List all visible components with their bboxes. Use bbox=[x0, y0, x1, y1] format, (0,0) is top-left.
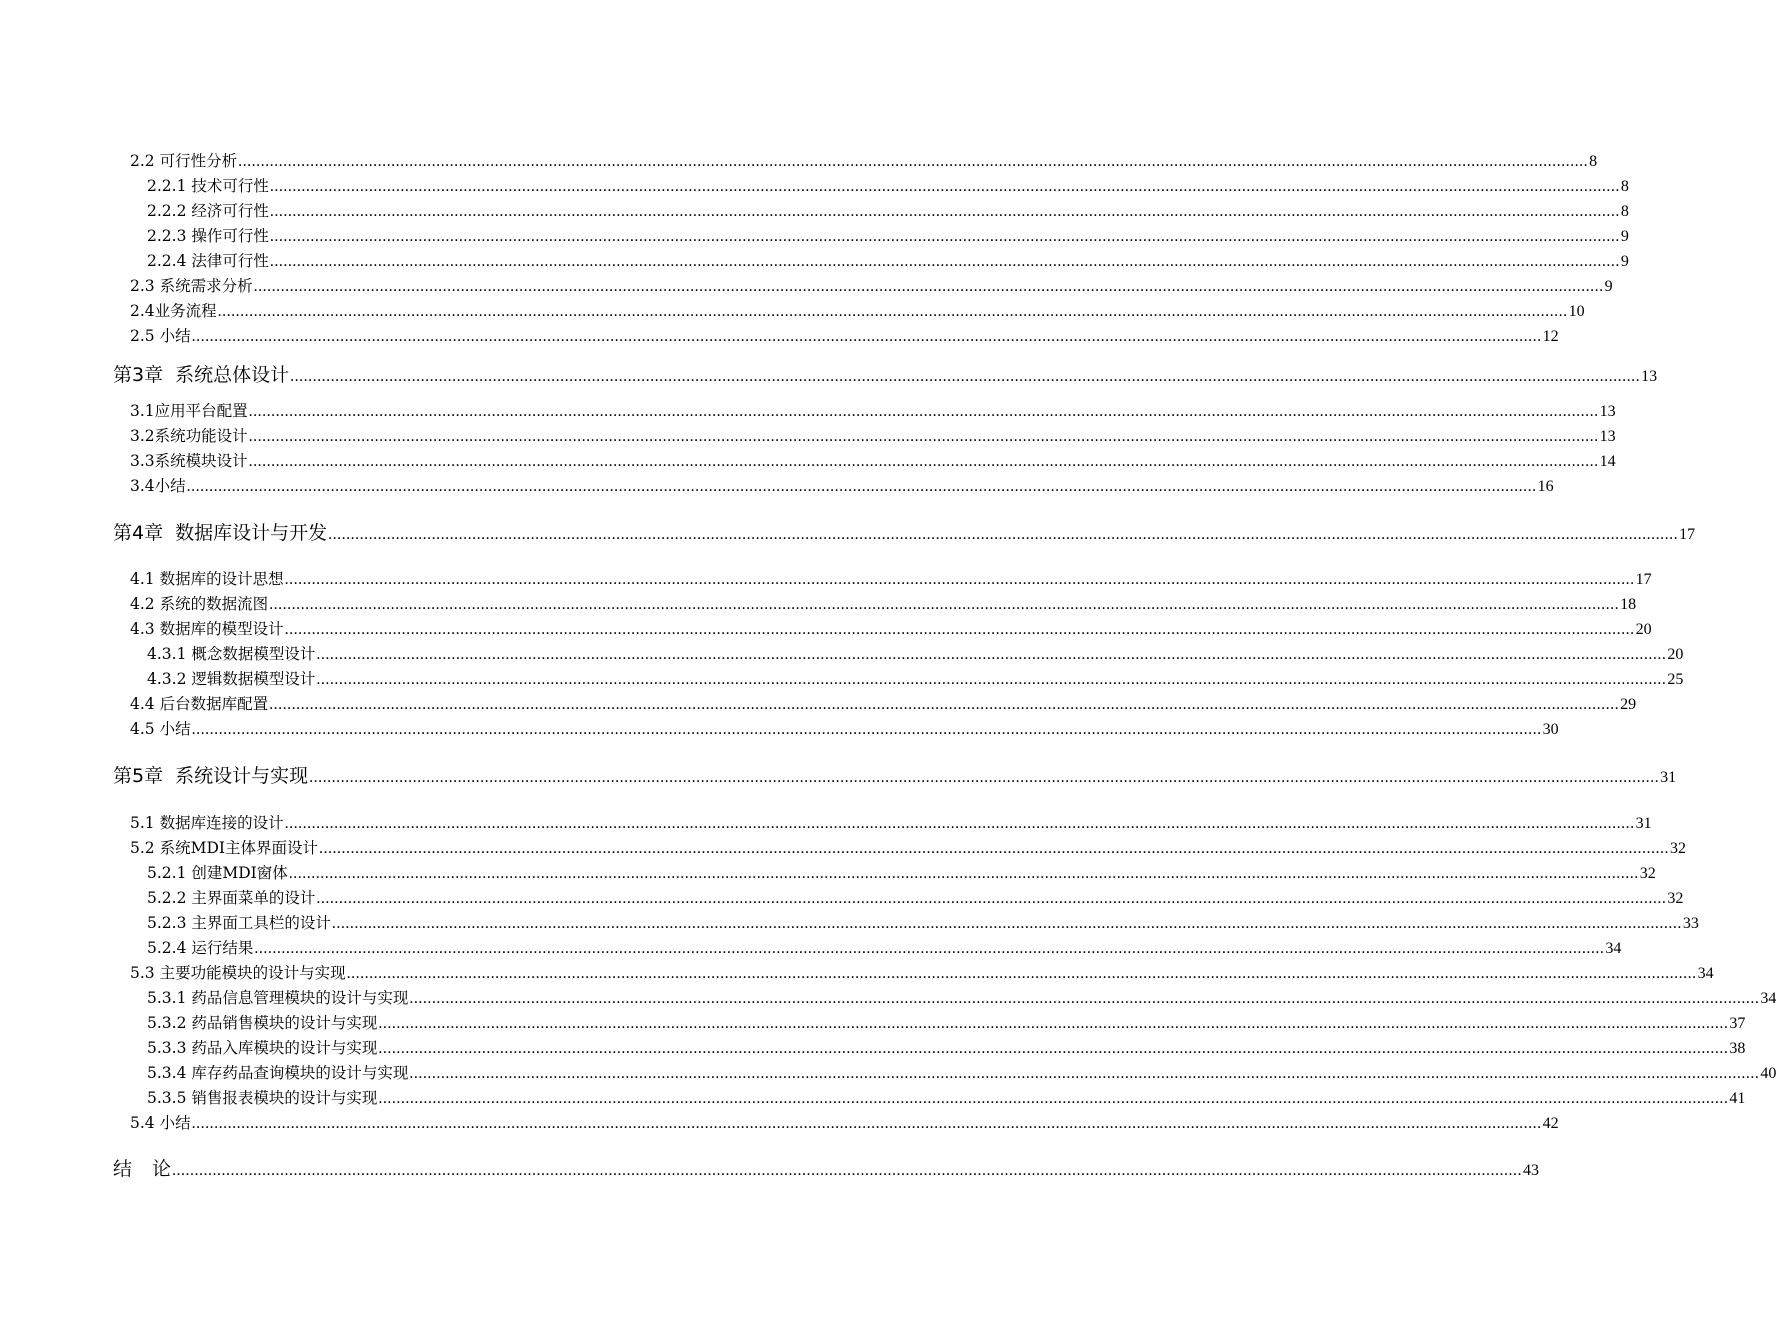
toc-entry-page: 31 bbox=[1635, 815, 1652, 832]
toc-entry-page: 32 bbox=[1670, 840, 1686, 857]
toc-entry[interactable] bbox=[130, 618, 1652, 640]
toc-entry-page: 8 bbox=[1589, 153, 1598, 170]
toc-entry-page: 32 bbox=[1667, 890, 1684, 907]
toc-entry[interactable] bbox=[130, 593, 1637, 615]
toc-entry-page: 33 bbox=[1682, 915, 1699, 932]
toc-entry[interactable] bbox=[130, 568, 1652, 590]
toc-entry[interactable] bbox=[147, 175, 1629, 197]
dot-leader: ............................................................................................................................................................................................................................................................................................................ bbox=[253, 278, 1604, 295]
toc-entry[interactable] bbox=[130, 718, 1559, 740]
toc-entry-page: 30 bbox=[1542, 721, 1559, 738]
toc-entry-page: 34 bbox=[1697, 965, 1714, 982]
toc-entry-page: 40 bbox=[1760, 1065, 1776, 1082]
dot-leader: ............................................................................................................................................................................................................................................................................................................ bbox=[248, 453, 1599, 470]
toc-entry[interactable] bbox=[147, 1087, 1746, 1109]
toc-entry-page: 38 bbox=[1729, 1040, 1746, 1057]
dot-leader: ............................................................................................................................................................................................................................................................................................................ bbox=[191, 1115, 1542, 1132]
toc-entry-page: 10 bbox=[1568, 303, 1585, 320]
toc-chapter-entry[interactable] bbox=[113, 1155, 1540, 1183]
dot-leader: ............................................................................................................................................................................................................................................................................................................ bbox=[269, 253, 1620, 270]
dot-leader: ............................................................................................................................................................................................................................................................................................................ bbox=[269, 596, 1620, 613]
dot-leader: ............................................................................................................................................................................................................................................................................................................ bbox=[316, 646, 1667, 663]
toc-entry[interactable] bbox=[130, 275, 1613, 297]
toc-entry-title: 2.5 小结 bbox=[130, 327, 191, 345]
toc-entry-page: 14 bbox=[1599, 453, 1616, 470]
toc-entry-page: 41 bbox=[1729, 1090, 1746, 1107]
dot-leader: ............................................................................................................................................................................................................................................................................................................ bbox=[248, 428, 1599, 445]
toc-entry-title: 5.2.1 创建MDI窗体 bbox=[147, 864, 288, 882]
toc-entry[interactable] bbox=[147, 1012, 1746, 1034]
dot-leader: ............................................................................................................................................................................................................................................................................................................ bbox=[269, 203, 1620, 220]
toc-entry-page: 20 bbox=[1667, 646, 1684, 663]
dot-leader: ............................................................................................................................................................................................................................................................................................................ bbox=[346, 965, 1697, 982]
toc-entry[interactable] bbox=[147, 1037, 1746, 1059]
dot-leader: ............................................................................................................................................................................................................................................................................................................ bbox=[191, 328, 1542, 345]
toc-entry-title: 2.2.1 技术可行性 bbox=[147, 177, 269, 195]
toc-entry[interactable] bbox=[147, 668, 1684, 690]
dot-leader: ............................................................................................................................................................................................................................................................................................................ bbox=[172, 1162, 1523, 1179]
dot-leader: ............................................................................................................................................................................................................................................................................................................ bbox=[328, 526, 1679, 543]
toc-entry-page: 20 bbox=[1635, 621, 1652, 638]
dot-leader: ............................................................................................................................................................................................................................................................................................................ bbox=[269, 696, 1620, 713]
dot-leader: ............................................................................................................................................................................................................................................................................................................ bbox=[331, 915, 1682, 932]
toc-entry-page: 13 bbox=[1599, 428, 1616, 445]
toc-entry-title: 4.5 小结 bbox=[130, 720, 191, 738]
toc-entry-title: 2.4业务流程 bbox=[130, 302, 217, 320]
toc-chapter-entry[interactable] bbox=[113, 361, 1658, 389]
toc-entry-page: 9 bbox=[1604, 278, 1613, 295]
toc-entry-title: 5.3.4 库存药品查询模块的设计与实现 bbox=[147, 1064, 409, 1082]
dot-leader: ............................................................................................................................................................................................................................................................................................................ bbox=[290, 368, 1641, 385]
toc-chapter-title: 第3章 系统总体设计 bbox=[113, 364, 290, 386]
toc-entry[interactable] bbox=[147, 887, 1684, 909]
toc-entry-title: 2.2.3 操作可行性 bbox=[147, 227, 269, 245]
toc-entry-title: 4.4 后台数据库配置 bbox=[130, 695, 269, 713]
dot-leader: ............................................................................................................................................................................................................................................................................................................ bbox=[378, 1015, 1729, 1032]
toc-entry[interactable] bbox=[130, 837, 1686, 859]
toc-entry[interactable] bbox=[130, 300, 1585, 322]
toc-entry-title: 4.1 数据库的设计思想 bbox=[130, 570, 284, 588]
toc-entry[interactable] bbox=[147, 912, 1699, 934]
dot-leader: ............................................................................................................................................................................................................................................................................................................ bbox=[409, 1065, 1760, 1082]
toc-entry-title: 3.3系统模块设计 bbox=[130, 452, 248, 470]
toc-entry-page: 13 bbox=[1641, 368, 1658, 385]
dot-leader: ............................................................................................................................................................................................................................................................................................................ bbox=[316, 890, 1667, 907]
toc-entry-page: 8 bbox=[1620, 178, 1629, 195]
toc-entry-title: 5.2.4 运行结果 bbox=[147, 939, 254, 957]
toc-chapter-title: 第5章 系统设计与实现 bbox=[113, 765, 309, 787]
toc-entry-title: 2.2.2 经济可行性 bbox=[147, 202, 269, 220]
toc-entry-page: 8 bbox=[1620, 203, 1629, 220]
toc-entry-page: 43 bbox=[1523, 1162, 1540, 1179]
toc-entry-page: 18 bbox=[1620, 596, 1637, 613]
toc-entry-title: 5.4 小结 bbox=[130, 1114, 191, 1132]
toc-entry-title: 3.2系统功能设计 bbox=[130, 427, 248, 445]
toc-entry-title: 2.3 系统需求分析 bbox=[130, 277, 253, 295]
toc-entry[interactable] bbox=[130, 425, 1616, 447]
toc-entry-title: 5.2.3 主界面工具栏的设计 bbox=[147, 914, 331, 932]
toc-entry[interactable] bbox=[147, 937, 1622, 959]
toc-entry[interactable] bbox=[130, 475, 1554, 497]
toc-entry-title: 5.2 系统MDI主体界面设计 bbox=[130, 839, 318, 857]
toc-entry[interactable] bbox=[147, 987, 1776, 1009]
dot-leader: ............................................................................................................................................................................................................................................................................................................ bbox=[378, 1040, 1729, 1057]
toc-entry-title: 5.3.5 销售报表模块的设计与实现 bbox=[147, 1089, 378, 1107]
toc-entry[interactable] bbox=[130, 1112, 1559, 1134]
toc-entry-title: 5.3.1 药品信息管理模块的设计与实现 bbox=[147, 989, 409, 1007]
toc-entry-page: 12 bbox=[1542, 328, 1559, 345]
dot-leader: ............................................................................................................................................................................................................................................................................................................ bbox=[319, 840, 1669, 857]
toc-entry-title: 4.3.2 逻辑数据模型设计 bbox=[147, 670, 316, 688]
toc-entry-title: 5.1 数据库连接的设计 bbox=[130, 814, 284, 832]
toc-entry[interactable] bbox=[130, 962, 1714, 984]
toc-entry-page: 32 bbox=[1639, 865, 1656, 882]
toc-entry-title: 4.3 数据库的模型设计 bbox=[130, 620, 284, 638]
toc-entry-page: 17 bbox=[1635, 571, 1652, 588]
toc-entry-title: 5.2.2 主界面菜单的设计 bbox=[147, 889, 316, 907]
toc-entry[interactable] bbox=[147, 250, 1629, 272]
dot-leader: ............................................................................................................................................................................................................................................................................................................ bbox=[316, 671, 1667, 688]
toc-entry-title: 2.2 可行性分析 bbox=[130, 152, 238, 170]
dot-leader: ............................................................................................................................................................................................................................................................................................................ bbox=[269, 228, 1620, 245]
toc-entry-title: 5.3 主要功能模块的设计与实现 bbox=[130, 964, 346, 982]
toc-entry[interactable] bbox=[147, 225, 1629, 247]
toc-entry-page: 34 bbox=[1605, 940, 1622, 957]
dot-leader: ............................................................................................................................................................................................................................................................................................................ bbox=[409, 990, 1760, 1007]
toc-entry[interactable] bbox=[130, 693, 1637, 715]
toc-chapter-entry[interactable] bbox=[113, 762, 1677, 790]
toc-chapter-title: 结 论 bbox=[113, 1158, 172, 1180]
toc-entry-title: 5.3.3 药品入库模块的设计与实现 bbox=[147, 1039, 378, 1057]
toc-entry-page: 37 bbox=[1729, 1015, 1746, 1032]
toc-entry[interactable] bbox=[147, 1062, 1776, 1084]
dot-leader: ............................................................................................................................................................................................................................................................................................................ bbox=[254, 940, 1605, 957]
toc-chapter-title: 第4章 数据库设计与开发 bbox=[113, 522, 328, 544]
toc-entry[interactable] bbox=[130, 400, 1616, 422]
toc-entry[interactable] bbox=[147, 200, 1629, 222]
dot-leader: ............................................................................................................................................................................................................................................................................................................ bbox=[284, 571, 1635, 588]
toc-entry-page: 42 bbox=[1542, 1115, 1559, 1132]
toc-entry-page: 25 bbox=[1667, 671, 1684, 688]
toc-entry[interactable] bbox=[147, 862, 1656, 884]
dot-leader: ............................................................................................................................................................................................................................................................................................................ bbox=[191, 721, 1542, 738]
toc-entry-title: 3.4小结 bbox=[130, 477, 186, 495]
toc-entry[interactable] bbox=[130, 150, 1598, 172]
toc-entry-page: 9 bbox=[1620, 228, 1629, 245]
dot-leader: ............................................................................................................................................................................................................................................................................................................ bbox=[248, 403, 1599, 420]
dot-leader: ............................................................................................................................................................................................................................................................................................................ bbox=[269, 178, 1620, 195]
dot-leader: ............................................................................................................................................................................................................................................................................................................ bbox=[288, 865, 1639, 882]
toc-entry-page: 34 bbox=[1760, 990, 1776, 1007]
dot-leader: ............................................................................................................................................................................................................................................................................................................ bbox=[309, 769, 1660, 786]
toc-entry-page: 31 bbox=[1660, 769, 1677, 786]
toc-entry-page: 9 bbox=[1620, 253, 1629, 270]
toc-entry-page: 17 bbox=[1679, 526, 1696, 543]
toc-entry-page: 16 bbox=[1537, 478, 1554, 495]
toc-entry-title: 2.2.4 法律可行性 bbox=[147, 252, 269, 270]
toc-entry[interactable] bbox=[130, 812, 1652, 834]
toc-entry[interactable] bbox=[147, 643, 1684, 665]
dot-leader: ............................................................................................................................................................................................................................................................................................................ bbox=[284, 621, 1635, 638]
toc-entry-title: 3.1应用平台配置 bbox=[130, 402, 248, 420]
toc-chapter-entry[interactable] bbox=[113, 519, 1696, 547]
dot-leader: ............................................................................................................................................................................................................................................................................................................ bbox=[378, 1090, 1729, 1107]
toc-entry-title: 4.3.1 概念数据模型设计 bbox=[147, 645, 316, 663]
toc-entry-title: 4.2 系统的数据流图 bbox=[130, 595, 269, 613]
dot-leader: ............................................................................................................................................................................................................................................................................................................ bbox=[217, 303, 1568, 320]
dot-leader: ............................................................................................................................................................................................................................................................................................................ bbox=[186, 478, 1537, 495]
toc-entry[interactable] bbox=[130, 450, 1616, 472]
toc-entry-page: 13 bbox=[1599, 403, 1616, 420]
dot-leader: ............................................................................................................................................................................................................................................................................................................ bbox=[284, 815, 1635, 832]
dot-leader: ............................................................................................................................................................................................................................................................................................................ bbox=[238, 153, 1589, 170]
toc-entry-page: 29 bbox=[1620, 696, 1637, 713]
toc-entry[interactable] bbox=[130, 325, 1559, 347]
toc-entry-title: 5.3.2 药品销售模块的设计与实现 bbox=[147, 1014, 378, 1032]
